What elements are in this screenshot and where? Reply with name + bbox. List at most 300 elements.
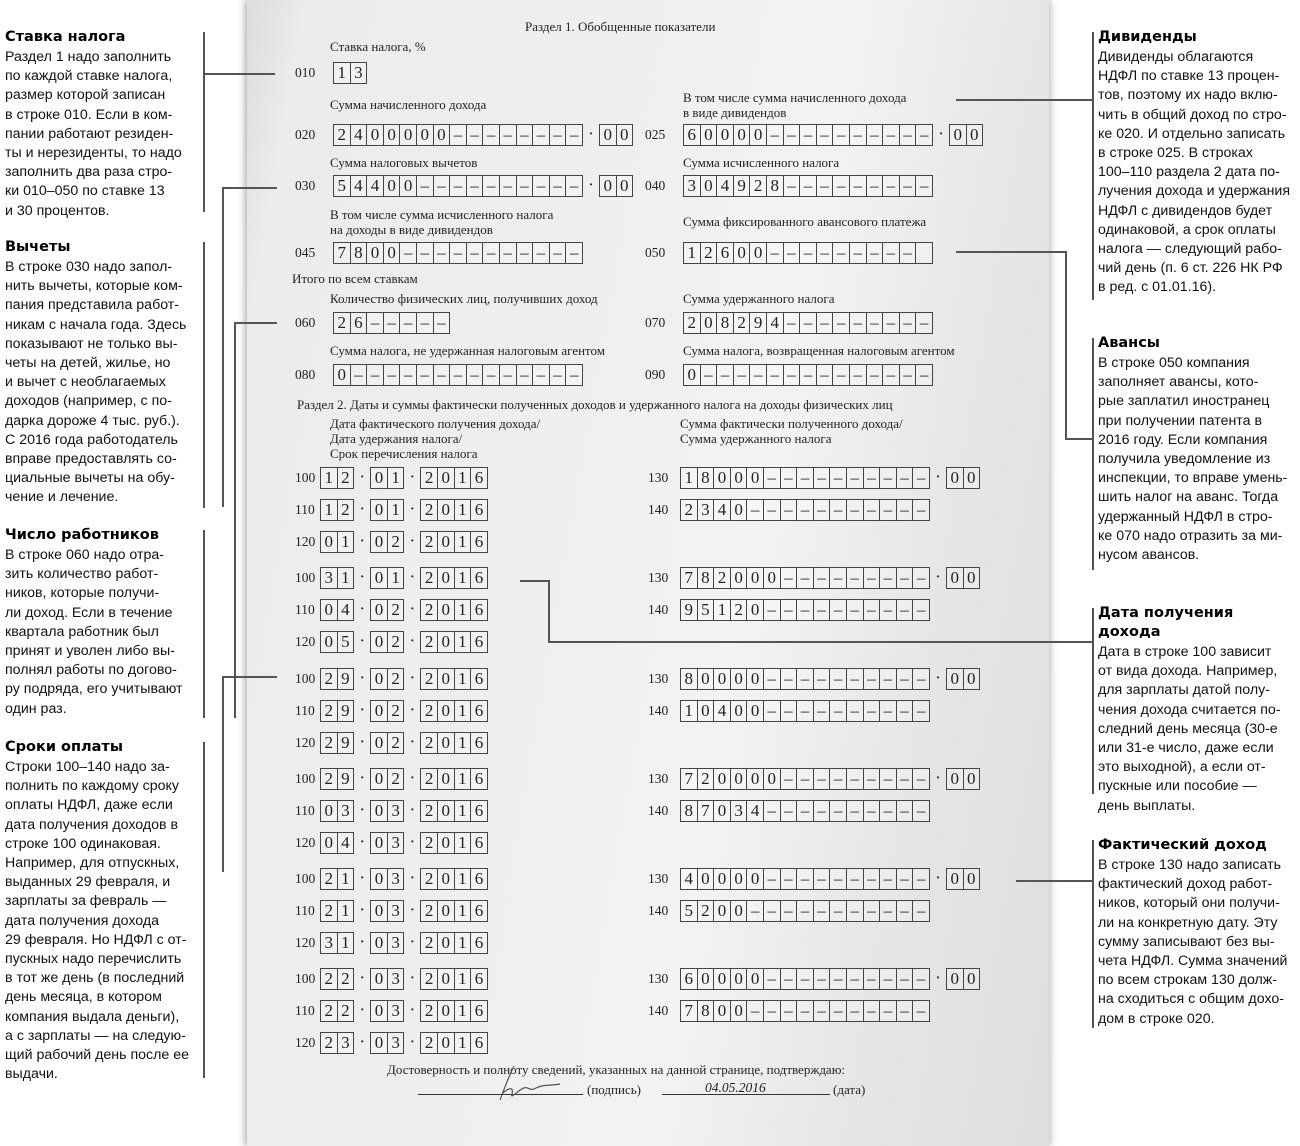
form-cell[interactable]: –	[882, 124, 900, 146]
form-cell[interactable]: –	[832, 124, 850, 146]
form-cell[interactable]: 0	[383, 175, 401, 197]
form-cell[interactable]: 2	[320, 768, 338, 790]
form-cell[interactable]: 1	[320, 467, 338, 489]
form-cell[interactable]: 6	[470, 900, 488, 922]
form-cell[interactable]: –	[780, 467, 798, 489]
form-cell[interactable]: –	[879, 768, 897, 790]
form-cell[interactable]: –	[799, 364, 817, 386]
form-cell[interactable]: 2	[337, 467, 355, 489]
form-cell[interactable]: –	[882, 242, 900, 264]
form-cell[interactable]: –	[849, 364, 867, 386]
form-cell[interactable]: –	[766, 364, 784, 386]
form-cell[interactable]: 2	[420, 499, 438, 521]
form-cell[interactable]: –	[912, 599, 930, 621]
form-cell[interactable]: 0	[713, 768, 731, 790]
form-cell[interactable]: 1	[454, 599, 472, 621]
form-cell[interactable]: 1	[387, 499, 405, 521]
form-cell[interactable]: –	[796, 1000, 814, 1022]
form-cell[interactable]: –	[516, 124, 534, 146]
form-cell[interactable]: 7	[680, 768, 698, 790]
form-cell[interactable]: 2	[420, 932, 438, 954]
form-cell[interactable]: –	[482, 175, 500, 197]
form-cell[interactable]	[915, 242, 933, 264]
form-cell[interactable]: 0	[716, 124, 734, 146]
form-cell[interactable]: –	[549, 242, 567, 264]
form-cell[interactable]: 1	[454, 868, 472, 890]
form-cell[interactable]: –	[829, 768, 847, 790]
form-cell[interactable]: 0	[746, 599, 764, 621]
form-cell[interactable]: –	[896, 900, 914, 922]
form-cell[interactable]: 9	[337, 700, 355, 722]
form-cell[interactable]: 2	[420, 531, 438, 553]
form-cell[interactable]: 6	[470, 467, 488, 489]
form-cell[interactable]: 0	[370, 768, 388, 790]
form-cell[interactable]: 6	[470, 700, 488, 722]
form-cell[interactable]: 0	[437, 1000, 455, 1022]
form-cell[interactable]: 2	[320, 900, 338, 922]
form-cell[interactable]: 0	[746, 467, 764, 489]
form-cell[interactable]: 8	[697, 567, 715, 589]
form-cell[interactable]: 1	[454, 1000, 472, 1022]
form-cell[interactable]: –	[899, 364, 917, 386]
form-cell[interactable]: 0	[320, 631, 338, 653]
form-cell[interactable]: 6	[470, 531, 488, 553]
form-cell[interactable]: –	[780, 800, 798, 822]
form-cell[interactable]: –	[766, 242, 784, 264]
form-cell[interactable]: –	[879, 499, 897, 521]
form-cell[interactable]: –	[846, 567, 864, 589]
form-cell[interactable]: –	[399, 312, 417, 334]
form-cell[interactable]: 2	[420, 968, 438, 990]
form-cell[interactable]: –	[796, 868, 814, 890]
form-cell[interactable]: 0	[749, 124, 767, 146]
form-cell[interactable]: –	[915, 312, 933, 334]
form-cell[interactable]: 0	[370, 1032, 388, 1054]
form-cell[interactable]: –	[882, 175, 900, 197]
form-cell[interactable]: 6	[680, 968, 698, 990]
form-cell[interactable]: 0	[437, 868, 455, 890]
form-cell[interactable]: –	[383, 312, 401, 334]
form-cell[interactable]: –	[849, 242, 867, 264]
form-cell[interactable]: –	[813, 599, 831, 621]
form-cell[interactable]: 1	[454, 531, 472, 553]
form-cell[interactable]: 0	[713, 900, 731, 922]
form-cell[interactable]: 1	[320, 499, 338, 521]
form-cell[interactable]: –	[499, 364, 517, 386]
form-cell[interactable]: 1	[454, 932, 472, 954]
form-cell[interactable]: –	[766, 124, 784, 146]
form-cell[interactable]: –	[449, 364, 467, 386]
form-cell[interactable]: –	[516, 242, 534, 264]
form-cell[interactable]: –	[896, 768, 914, 790]
form-cell[interactable]: –	[849, 124, 867, 146]
form-cell[interactable]: –	[896, 800, 914, 822]
form-cell[interactable]: 2	[387, 732, 405, 754]
form-cell[interactable]: –	[516, 364, 534, 386]
form-cell[interactable]: –	[896, 968, 914, 990]
form-cell[interactable]: 6	[470, 1032, 488, 1054]
form-cell[interactable]: –	[829, 499, 847, 521]
form-cell[interactable]: 0	[746, 668, 764, 690]
form-cell[interactable]: –	[829, 467, 847, 489]
form-cell[interactable]: 1	[454, 631, 472, 653]
form-cell[interactable]: 0	[763, 768, 781, 790]
form-cell[interactable]: 0	[437, 768, 455, 790]
form-cell[interactable]: 0	[949, 124, 967, 146]
form-cell[interactable]: 2	[420, 1000, 438, 1022]
form-cell[interactable]: –	[796, 599, 814, 621]
form-cell[interactable]: 1	[454, 1032, 472, 1054]
form-cell[interactable]: –	[796, 800, 814, 822]
form-cell[interactable]: –	[565, 175, 583, 197]
form-cell[interactable]: 2	[387, 700, 405, 722]
form-cell[interactable]: –	[482, 242, 500, 264]
form-cell[interactable]: –	[896, 567, 914, 589]
form-cell[interactable]: –	[915, 175, 933, 197]
form-cell[interactable]: 2	[420, 1032, 438, 1054]
form-cell[interactable]: 1	[337, 531, 355, 553]
form-cell[interactable]: 0	[437, 700, 455, 722]
form-cell[interactable]: –	[813, 768, 831, 790]
form-cell[interactable]: 0	[370, 700, 388, 722]
form-cell[interactable]: 4	[680, 868, 698, 890]
form-cell[interactable]: 8	[697, 1000, 715, 1022]
form-cell[interactable]: –	[565, 364, 583, 386]
form-cell[interactable]: –	[863, 700, 881, 722]
form-cell[interactable]: 0	[437, 567, 455, 589]
form-cell[interactable]: 5	[697, 599, 715, 621]
form-cell[interactable]: 1	[387, 467, 405, 489]
form-cell[interactable]: –	[912, 668, 930, 690]
form-cell[interactable]: 5	[337, 631, 355, 653]
form-cell[interactable]: 3	[387, 868, 405, 890]
form-cell[interactable]: 0	[713, 1000, 731, 1022]
form-cell[interactable]: –	[882, 312, 900, 334]
form-cell[interactable]: 1	[454, 968, 472, 990]
form-cell[interactable]: 2	[387, 631, 405, 653]
form-cell[interactable]: 0	[730, 467, 748, 489]
form-cell[interactable]: –	[433, 242, 451, 264]
form-cell[interactable]: 4	[766, 312, 784, 334]
form-cell[interactable]: 0	[616, 124, 634, 146]
form-cell[interactable]: 0	[370, 531, 388, 553]
form-cell[interactable]: 5	[680, 900, 698, 922]
form-cell[interactable]: 0	[437, 968, 455, 990]
form-cell[interactable]: –	[763, 1000, 781, 1022]
form-cell[interactable]: –	[763, 599, 781, 621]
form-cell[interactable]: 3	[320, 567, 338, 589]
form-cell[interactable]: 0	[370, 668, 388, 690]
form-cell[interactable]: –	[912, 800, 930, 822]
form-cell[interactable]: –	[813, 700, 831, 722]
form-cell[interactable]: –	[829, 1000, 847, 1022]
form-cell[interactable]: 0	[733, 242, 751, 264]
form-cell[interactable]: 3	[387, 900, 405, 922]
form-cell[interactable]: 2	[320, 968, 338, 990]
form-cell[interactable]: 0	[746, 868, 764, 890]
form-cell[interactable]: –	[466, 364, 484, 386]
form-cell[interactable]: 0	[437, 900, 455, 922]
form-cell[interactable]: –	[849, 312, 867, 334]
form-cell[interactable]: –	[746, 900, 764, 922]
form-cell[interactable]: 1	[680, 700, 698, 722]
form-cell[interactable]: –	[799, 312, 817, 334]
form-cell[interactable]: 0	[730, 567, 748, 589]
form-cell[interactable]: –	[879, 900, 897, 922]
form-cell[interactable]: 0	[730, 900, 748, 922]
form-cell[interactable]: 0	[599, 175, 617, 197]
form-cell[interactable]: –	[899, 242, 917, 264]
form-cell[interactable]: 6	[470, 932, 488, 954]
form-cell[interactable]: 2	[420, 700, 438, 722]
form-cell[interactable]: 0	[963, 768, 981, 790]
form-cell[interactable]: 2	[420, 631, 438, 653]
form-cell[interactable]: –	[796, 567, 814, 589]
form-cell[interactable]: –	[499, 175, 517, 197]
form-cell[interactable]: 1	[454, 832, 472, 854]
form-cell[interactable]: –	[399, 364, 417, 386]
form-cell[interactable]: –	[912, 968, 930, 990]
form-cell[interactable]: –	[863, 968, 881, 990]
form-cell[interactable]: –	[879, 1000, 897, 1022]
form-cell[interactable]: 9	[337, 668, 355, 690]
form-cell[interactable]: 0	[370, 467, 388, 489]
form-cell[interactable]: –	[466, 242, 484, 264]
form-cell[interactable]: 0	[697, 668, 715, 690]
form-cell[interactable]: 0	[370, 832, 388, 854]
form-cell[interactable]: 2	[320, 1032, 338, 1054]
form-cell[interactable]: –	[780, 968, 798, 990]
form-cell[interactable]: 0	[700, 124, 718, 146]
form-cell[interactable]: 3	[387, 932, 405, 954]
form-cell[interactable]: 2	[749, 175, 767, 197]
form-cell[interactable]: 0	[963, 668, 981, 690]
form-cell[interactable]: –	[813, 467, 831, 489]
form-cell[interactable]: 3	[730, 800, 748, 822]
form-cell[interactable]: –	[532, 175, 550, 197]
form-cell[interactable]: –	[532, 242, 550, 264]
form-cell[interactable]: 0	[749, 242, 767, 264]
form-cell[interactable]: –	[532, 364, 550, 386]
form-cell[interactable]: 0	[616, 175, 634, 197]
form-cell[interactable]: –	[799, 242, 817, 264]
form-cell[interactable]: 2	[683, 312, 701, 334]
form-cell[interactable]: 0	[963, 968, 981, 990]
form-cell[interactable]: –	[832, 312, 850, 334]
form-cell[interactable]: –	[516, 175, 534, 197]
form-cell[interactable]: 6	[716, 242, 734, 264]
form-cell[interactable]: 0	[320, 531, 338, 553]
form-cell[interactable]: 0	[730, 668, 748, 690]
form-cell[interactable]: 0	[730, 1000, 748, 1022]
form-cell[interactable]: –	[816, 364, 834, 386]
form-cell[interactable]: –	[915, 364, 933, 386]
form-cell[interactable]: 0	[320, 599, 338, 621]
form-cell[interactable]: 0	[746, 700, 764, 722]
form-cell[interactable]: 0	[946, 868, 964, 890]
form-cell[interactable]: –	[863, 900, 881, 922]
form-cell[interactable]: –	[780, 1000, 798, 1022]
form-cell[interactable]: 2	[420, 567, 438, 589]
form-cell[interactable]: 0	[437, 668, 455, 690]
form-cell[interactable]: –	[899, 124, 917, 146]
form-cell[interactable]: –	[829, 599, 847, 621]
form-cell[interactable]: –	[816, 124, 834, 146]
form-cell[interactable]: 8	[697, 467, 715, 489]
form-cell[interactable]: 2	[697, 900, 715, 922]
form-cell[interactable]: 0	[370, 1000, 388, 1022]
form-cell[interactable]: 6	[470, 968, 488, 990]
form-cell[interactable]: 3	[387, 1032, 405, 1054]
form-cell[interactable]: 0	[366, 242, 384, 264]
form-cell[interactable]: 1	[683, 242, 701, 264]
form-cell[interactable]: 0	[730, 868, 748, 890]
form-cell[interactable]: 2	[320, 700, 338, 722]
form-cell[interactable]: –	[796, 499, 814, 521]
form-cell[interactable]: –	[863, 1000, 881, 1022]
form-cell[interactable]: 8	[680, 800, 698, 822]
form-cell[interactable]: –	[863, 467, 881, 489]
form-cell[interactable]: 2	[420, 768, 438, 790]
form-cell[interactable]: –	[832, 364, 850, 386]
form-cell[interactable]: 0	[700, 312, 718, 334]
form-cell[interactable]: –	[863, 599, 881, 621]
form-cell[interactable]: 0	[437, 467, 455, 489]
form-cell[interactable]: –	[783, 124, 801, 146]
form-cell[interactable]: 0	[963, 567, 981, 589]
form-cell[interactable]: –	[763, 700, 781, 722]
form-cell[interactable]: –	[846, 900, 864, 922]
form-cell[interactable]: 6	[470, 499, 488, 521]
form-cell[interactable]: 2	[337, 1000, 355, 1022]
form-cell[interactable]: –	[565, 124, 583, 146]
form-cell[interactable]: –	[866, 175, 884, 197]
form-cell[interactable]: –	[866, 242, 884, 264]
form-cell[interactable]: –	[866, 124, 884, 146]
form-cell[interactable]: 2	[387, 599, 405, 621]
form-cell[interactable]: 0	[370, 567, 388, 589]
form-cell[interactable]: 1	[680, 467, 698, 489]
form-cell[interactable]: 0	[733, 124, 751, 146]
form-cell[interactable]: 0	[746, 768, 764, 790]
form-cell[interactable]: –	[499, 124, 517, 146]
form-cell[interactable]: 2	[333, 312, 351, 334]
form-cell[interactable]: 0	[700, 175, 718, 197]
form-cell[interactable]: –	[829, 900, 847, 922]
form-cell[interactable]: 0	[437, 832, 455, 854]
form-cell[interactable]: –	[780, 700, 798, 722]
form-cell[interactable]: –	[879, 467, 897, 489]
form-cell[interactable]: 2	[387, 531, 405, 553]
form-cell[interactable]: 0	[966, 124, 984, 146]
form-cell[interactable]: –	[449, 242, 467, 264]
form-cell[interactable]: –	[416, 175, 434, 197]
form-cell[interactable]: –	[849, 175, 867, 197]
form-cell[interactable]: –	[899, 175, 917, 197]
form-cell[interactable]: –	[912, 1000, 930, 1022]
form-cell[interactable]: –	[763, 668, 781, 690]
form-cell[interactable]: –	[912, 868, 930, 890]
form-cell[interactable]: 0	[697, 700, 715, 722]
form-cell[interactable]: 6	[470, 800, 488, 822]
form-cell[interactable]: 0	[697, 868, 715, 890]
form-cell[interactable]: 6	[470, 631, 488, 653]
form-cell[interactable]: 7	[680, 1000, 698, 1022]
form-cell[interactable]: 0	[366, 124, 384, 146]
form-cell[interactable]: –	[899, 312, 917, 334]
form-cell[interactable]: 2	[333, 124, 351, 146]
form-cell[interactable]: –	[846, 768, 864, 790]
form-cell[interactable]: 3	[683, 175, 701, 197]
form-cell[interactable]: 2	[733, 312, 751, 334]
form-cell[interactable]: –	[846, 868, 864, 890]
form-cell[interactable]: –	[796, 900, 814, 922]
form-cell[interactable]: 6	[470, 1000, 488, 1022]
form-cell[interactable]: –	[813, 968, 831, 990]
form-cell[interactable]: –	[846, 499, 864, 521]
form-cell[interactable]: –	[399, 242, 417, 264]
form-cell[interactable]: –	[532, 124, 550, 146]
form-cell[interactable]: 1	[333, 62, 351, 84]
form-cell[interactable]: –	[879, 668, 897, 690]
form-cell[interactable]: –	[879, 968, 897, 990]
form-cell[interactable]: –	[832, 242, 850, 264]
form-cell[interactable]: –	[549, 175, 567, 197]
form-cell[interactable]: 4	[713, 700, 731, 722]
form-cell[interactable]: –	[882, 364, 900, 386]
form-cell[interactable]: 0	[730, 700, 748, 722]
form-cell[interactable]: 1	[387, 567, 405, 589]
form-cell[interactable]: –	[896, 499, 914, 521]
form-cell[interactable]: 0	[370, 599, 388, 621]
form-cell[interactable]: 2	[700, 242, 718, 264]
form-cell[interactable]: –	[863, 668, 881, 690]
form-cell[interactable]: 2	[420, 732, 438, 754]
form-cell[interactable]: 6	[683, 124, 701, 146]
form-cell[interactable]: –	[565, 242, 583, 264]
form-cell[interactable]: 0	[370, 900, 388, 922]
form-cell[interactable]: –	[816, 312, 834, 334]
form-cell[interactable]: –	[912, 768, 930, 790]
form-cell[interactable]: 0	[946, 567, 964, 589]
form-cell[interactable]: –	[796, 467, 814, 489]
form-cell[interactable]: –	[912, 567, 930, 589]
form-cell[interactable]: –	[746, 499, 764, 521]
form-cell[interactable]: –	[366, 312, 384, 334]
form-cell[interactable]: –	[763, 499, 781, 521]
form-cell[interactable]: –	[879, 599, 897, 621]
form-cell[interactable]: –	[780, 768, 798, 790]
form-cell[interactable]: –	[813, 800, 831, 822]
form-cell[interactable]: –	[716, 364, 734, 386]
form-cell[interactable]: –	[896, 599, 914, 621]
form-cell[interactable]: 0	[963, 868, 981, 890]
form-cell[interactable]: –	[796, 668, 814, 690]
form-cell[interactable]: 1	[454, 668, 472, 690]
form-cell[interactable]: –	[796, 768, 814, 790]
form-cell[interactable]: 5	[333, 175, 351, 197]
form-cell[interactable]: 0	[399, 124, 417, 146]
form-cell[interactable]: –	[482, 364, 500, 386]
form-cell[interactable]: 0	[320, 800, 338, 822]
form-cell[interactable]: –	[499, 242, 517, 264]
form-cell[interactable]: 7	[697, 800, 715, 822]
form-cell[interactable]: 7	[680, 567, 698, 589]
form-cell[interactable]: 2	[420, 900, 438, 922]
form-cell[interactable]: –	[832, 175, 850, 197]
form-cell[interactable]: 0	[713, 668, 731, 690]
form-cell[interactable]: –	[863, 567, 881, 589]
